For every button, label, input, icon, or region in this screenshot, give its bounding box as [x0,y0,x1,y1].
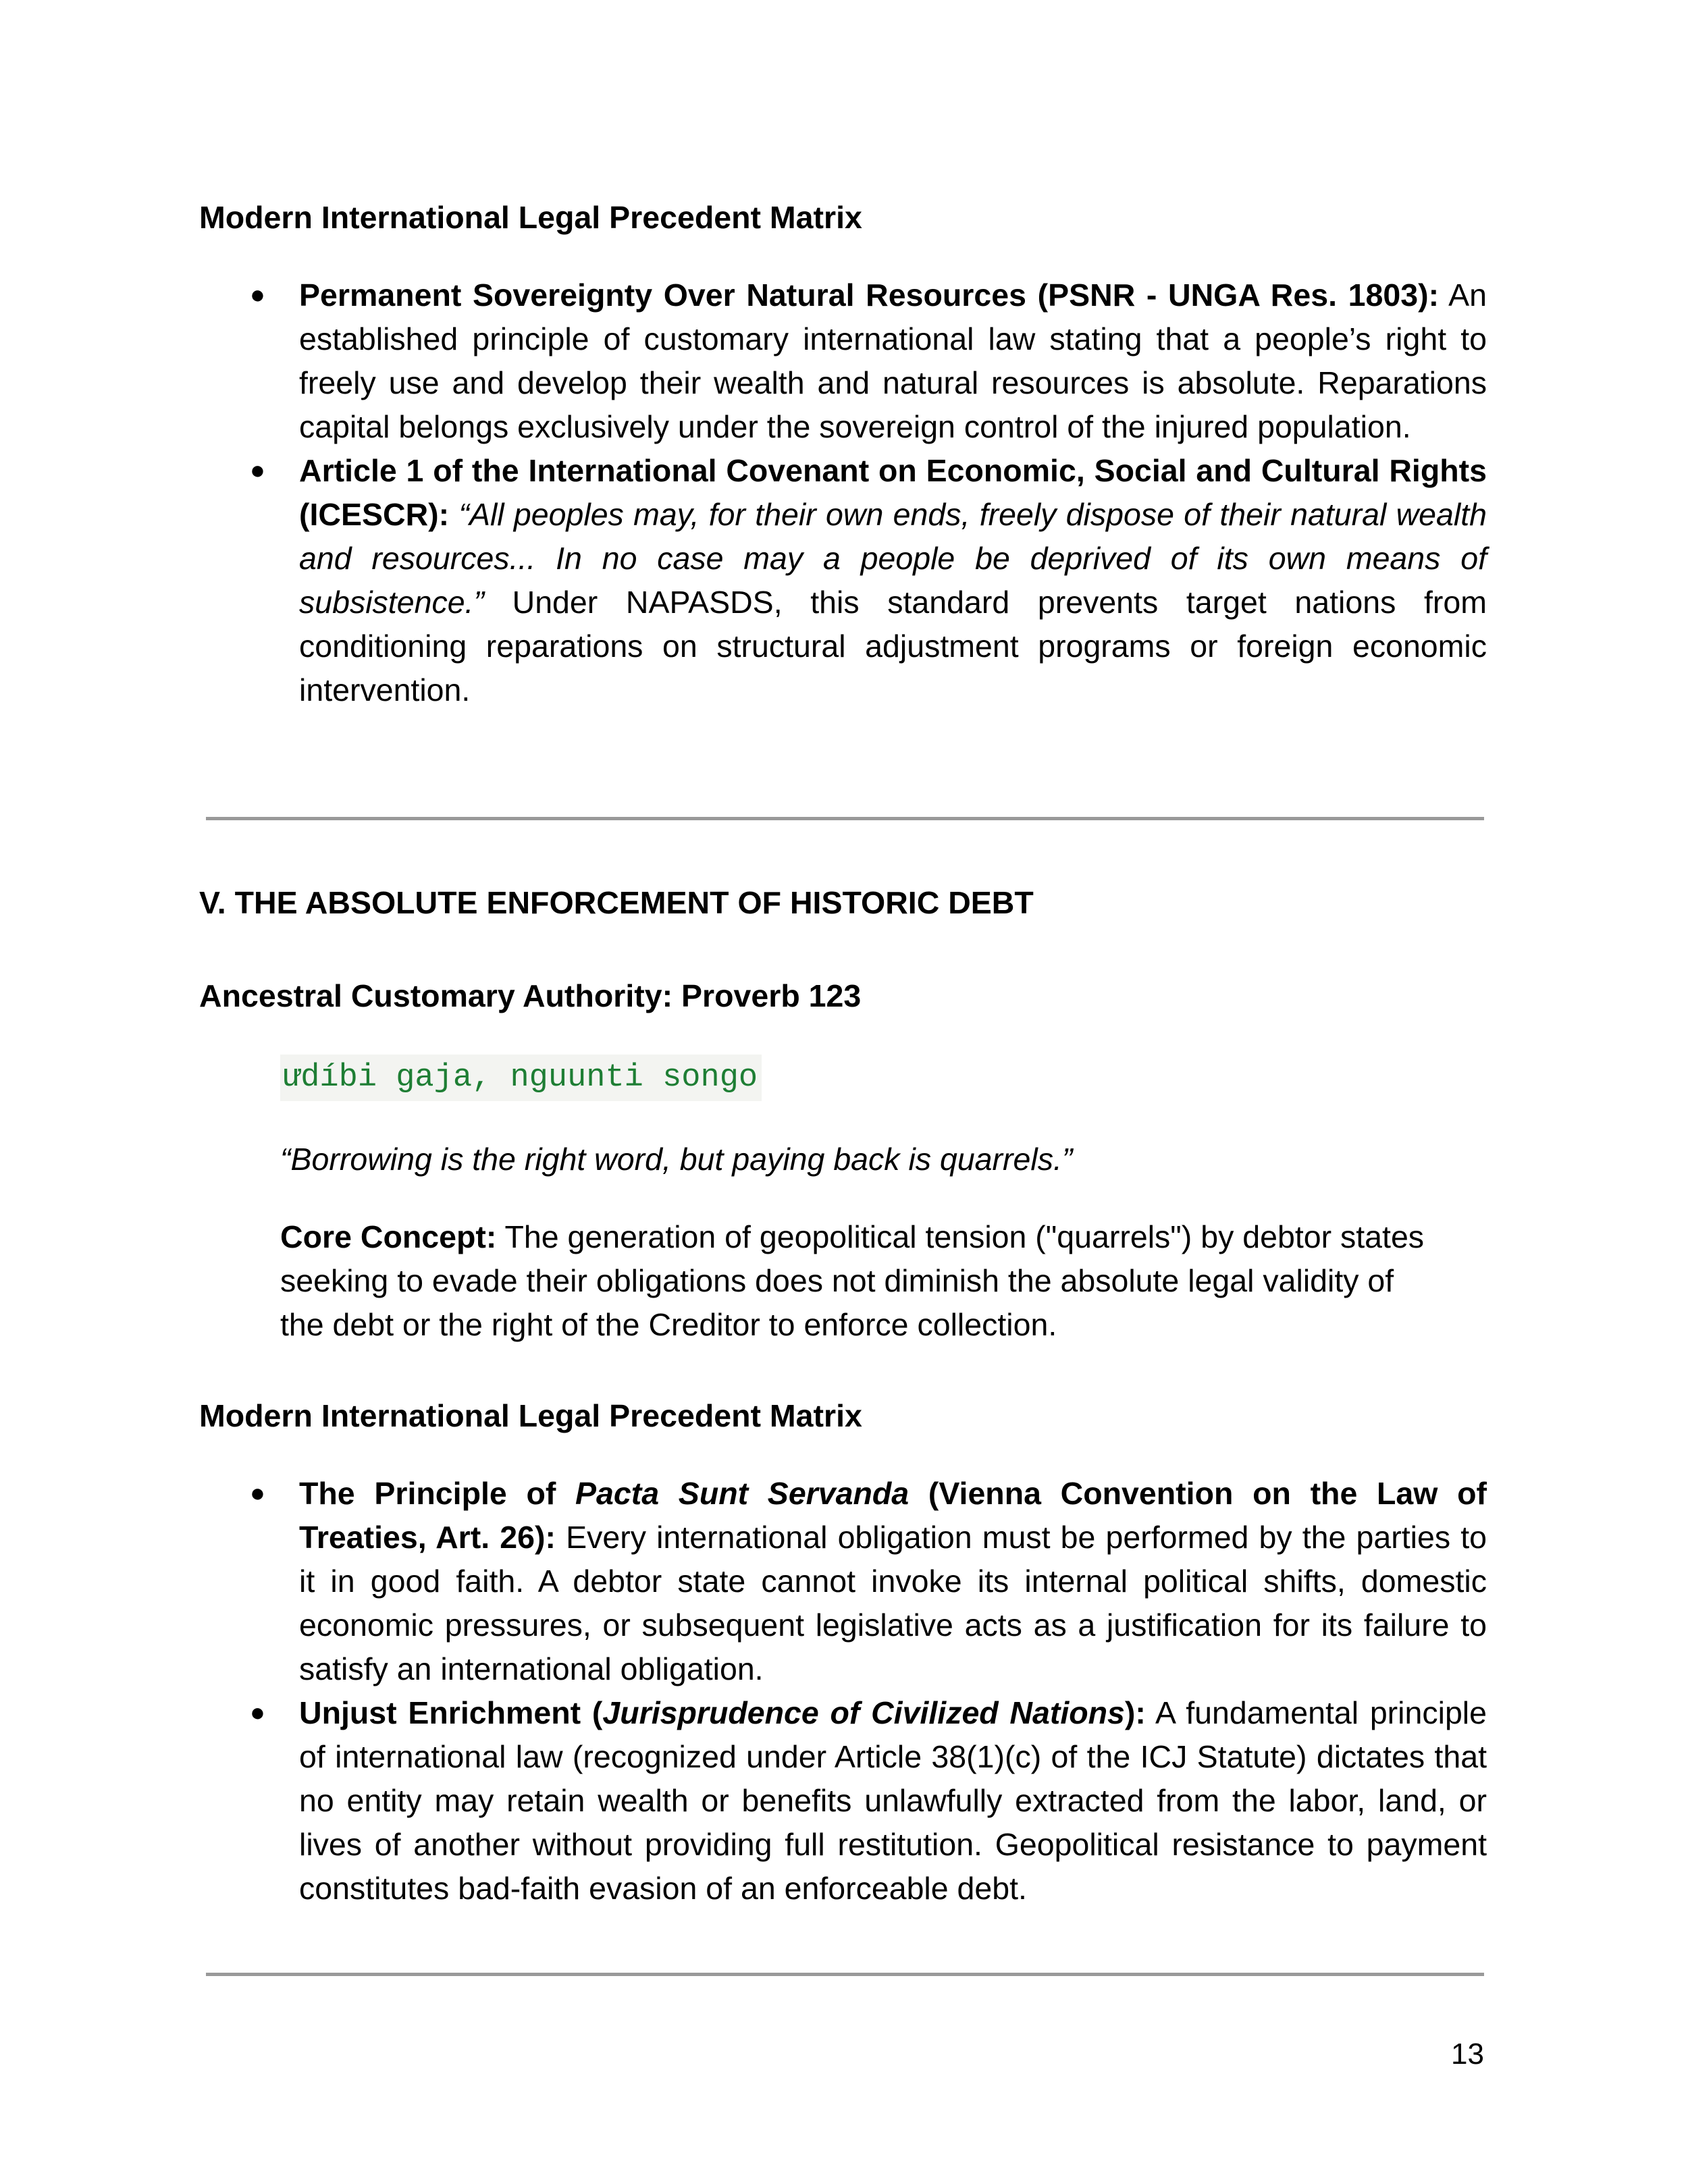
proverb-code: ưdíbi gaja, nguunti songo [280,1055,762,1101]
list-item [226,1472,1487,1691]
bullet-icon: ● [250,1699,265,1727]
item-term: Permanent Sovereignty Over Natural Resources (PSNR - UNGA Res. 1803): [299,277,1440,313]
page-number: 13 [1451,2037,1484,2071]
core-concept-text: The generation of geopolitical tension ("quarrels") by debtor states seeking to evade their obligations does not diminish the absolute legal validity of the debt or the right of the Creditor to enforce collection. [280,1219,1425,1342]
proverb-translation: “Borrowing is the right word, but paying back is quarrels.” [280,1142,1073,1177]
list-item [226,1691,1487,1911]
item-term: The Principle of Pacta Sunt Servanda (Vienna Convention on the Law of Treaties, Art. 26): [299,1476,1487,1555]
item-quote: “All peoples may, for their own ends, freely dispose of their natural wealth and resources... In no case may a people be deprived of its own means of subsistence.” [299,497,1487,620]
item-text: Every international obligation must be performed by the parties to it in good faith. A debtor state cannot invoke its internal political shifts, domestic economic pressures, or subsequent legislative acts as a justification for its failure to satisfy an international obligation. [299,1520,1487,1686]
bullet-icon: ● [250,456,265,485]
list-item [226,449,1487,712]
list-item [226,273,1487,449]
bullet-icon: ● [250,281,265,309]
matrix-heading: Modern International Legal Precedent Matrix [199,1398,862,1433]
precedent-list [226,273,1487,712]
item-text: Under NAPASDS, this standard prevents target nations from conditioning reparations on structural adjustment programs or foreign economic intervention. [299,585,1487,708]
core-concept-label: Core Concept: [280,1219,497,1254]
section-divider [206,1973,1484,1976]
item-term: Article 1 of the International Covenant on Economic, Social and Cultural Rights (ICESCR): [299,453,1487,532]
item-term: Unjust Enrichment (Jurisprudence of Civilized Nations): [299,1695,1146,1730]
core-concept [280,1215,1442,1347]
item-text: An established principle of customary international law stating that a people’s right to freely use and develop their wealth and natural resources is absolute. Reparations capital belongs exclusively under the sovereign control of the injured population. [299,277,1487,444]
item-text: A fundamental principle of international law (recognized under Article 38(1)(c) of the ICJ Statute) dictates that no entity may retain wealth or benefits unlawfully extracted from the labor, land, or lives of another without providing full restitution. Geopolitical resistance to payment constitutes bad-faith evasion of an enforceable debt. [299,1695,1487,1906]
precedent-list [226,1472,1487,1911]
section-title: V. THE ABSOLUTE ENFORCEMENT OF HISTORIC DEBT [199,885,1034,920]
matrix-heading: Modern International Legal Precedent Matrix [199,200,862,235]
bullet-icon: ● [250,1479,265,1508]
authority-heading: Ancestral Customary Authority: Proverb 123 [199,978,862,1013]
section-divider [206,817,1484,820]
proverb-original [280,1053,1442,1101]
